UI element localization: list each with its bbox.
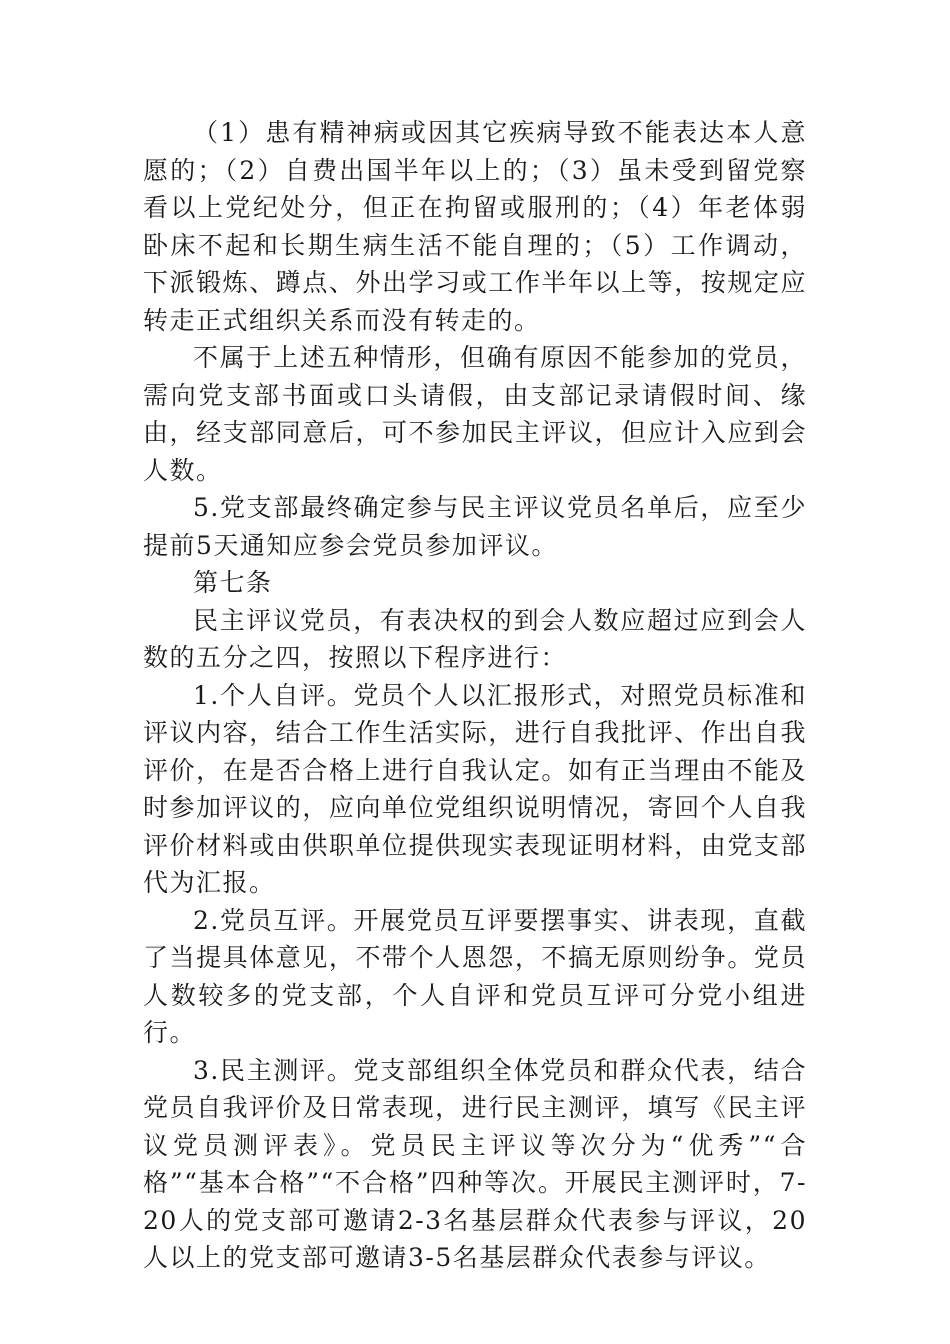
document-body (143, 114, 807, 1277)
paragraph-notice: 5.党支部最终确定参与民主评议党员名单后，应至少提前5天通知应参会党员参加评议。 (143, 493, 807, 560)
paragraph-self-evaluation: 1.个人自评。党员个人以汇报形式，对照党员标准和评议内容，结合工作生活实际，进行自我批评、作出自我评价，在是否合格上进行自我认定。如有正当理由不能及时参加评议的，应向单位党组织说明情况，寄回个人自我评价材料或由供职单位提供现实表现证明材料，由党支部代为汇报。 (143, 680, 807, 897)
paragraph-attendance: 民主评议党员，有表决权的到会人数应超过应到会人数的五分之四，按照以下程序进行： (143, 605, 807, 672)
article-heading: 第七条 (193, 568, 273, 597)
paragraph-mutual-evaluation: 2.党员互评。开展党员互评要摆事实、讲表现，直截了当提具体意见，不带个人恩怨，不搞无原则纷争。党员人数较多的党支部，个人自评和党员互评可分党小组进行。 (143, 905, 807, 1047)
paragraph-exclusion-list: （1）患有精神病或因其它疾病导致不能表达本人意愿的；（2）自费出国半年以上的；（3）虽未受到留党察看以上党纪处分，但正在拘留或服刑的；（4）年老体弱卧床不起和长期生病生活不能自理的；（5）工作调动，下派锻炼、蹲点、外出学习或工作半年以上等，按规定应转走正式组织关系而没有转走的。 (143, 118, 807, 335)
paragraph-leave-request: 不属于上述五种情形，但确有原因不能参加的党员，需向党支部书面或口头请假，由支部记录请假时间、缘由，经支部同意后，可不参加民主评议，但应计入应到会人数。 (143, 343, 807, 485)
paragraph-democratic-assessment: 3.民主测评。党支部组织全体党员和群众代表，结合党员自我评价及日常表现，进行民主测评，填写《民主评议党员测评表》。党员民主评议等次分为“优秀”“合格”“基本合格”“不合格”四种等次。开展民主测评时，7-20人的党支部可邀请2-3名基层群众代表参与评议，20人以上的党支部可邀请3-5名基层群众代表参与评议。 (143, 1055, 807, 1272)
